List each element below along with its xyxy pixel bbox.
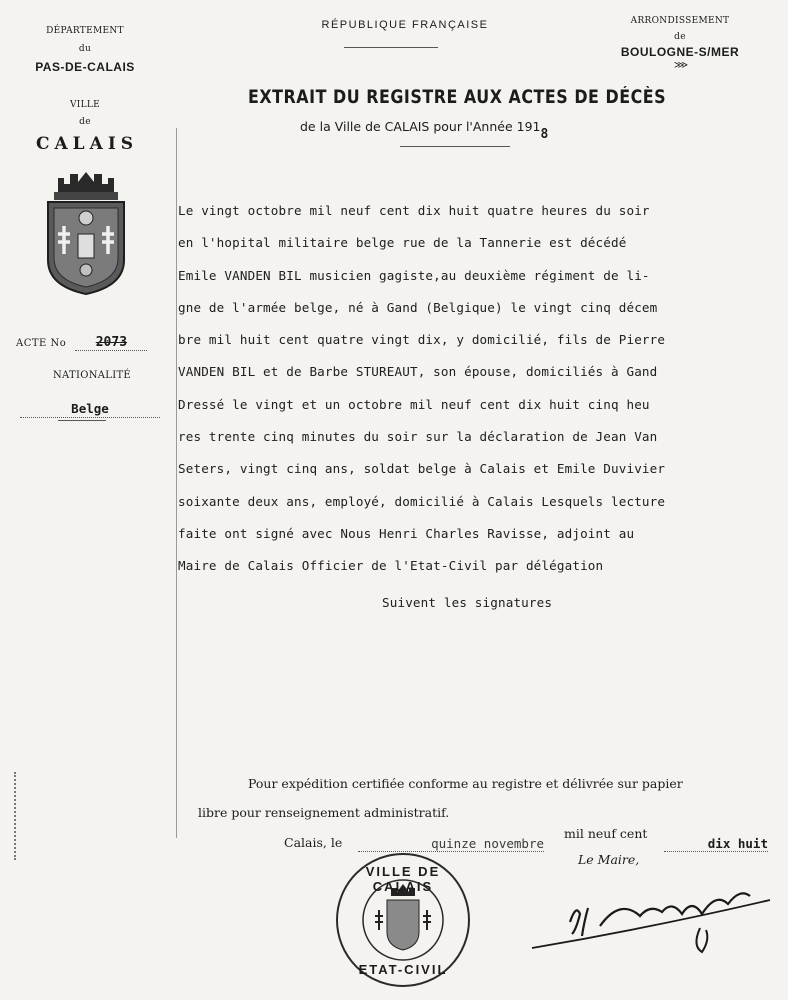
arrondissement-label: ARRONDISSEMENT	[630, 16, 730, 26]
cert-place: Calais, le	[284, 835, 343, 850]
body-line: Maire de Calais Officier de l'Etat-Civil par délégation	[178, 558, 604, 574]
cert-year: dix huit	[664, 836, 768, 852]
ornament-right-icon: ⋙	[673, 60, 689, 71]
republique-divider	[344, 47, 438, 48]
body-line: faite ont signé avec Nous Henri Charles Ravisse, adjoint au	[178, 525, 635, 541]
body-line: VANDEN BIL et de Barbe STUREAUT, son épouse, domiciliés à Gand	[178, 364, 658, 380]
body-line: en l'hopital militaire belge rue de la Tannerie est décédé	[178, 235, 627, 251]
stamp-bottom-text: ETAT-CIVIL	[358, 962, 448, 977]
body-line: bre mil huit cent quatre vingt dix, y domicilié, fils de Pierre	[178, 332, 666, 348]
departement-label: DÉPARTEMENT	[46, 26, 124, 36]
body-text	[178, 195, 665, 583]
coat-of-arms-icon	[40, 164, 132, 296]
departement-name: PAS-DE-CALAIS	[35, 60, 135, 74]
etat-civil-stamp	[333, 850, 473, 990]
cert-date: quinze novembre	[358, 836, 544, 852]
subtitle-text: de la Ville de CALAIS pour l'Année 191	[300, 119, 541, 134]
arrondissement-name: BOULOGNE-S/MER	[620, 45, 740, 59]
le-maire-label: Le Maire,	[578, 852, 640, 867]
du-label: du	[78, 44, 92, 54]
nationalite-field	[20, 398, 160, 418]
cert-mil: mil neuf cent	[564, 826, 648, 841]
body-line: gne de l'armée belge, né à Gand (Belgique) le vingt cinq décem	[178, 299, 658, 315]
nationalite-value: Belge	[71, 401, 109, 416]
body-line: Dressé le vingt et un octobre mil neuf cent dix huit cinq heu	[178, 396, 650, 412]
body-line: Le vingt octobre mil neuf cent dix huit quatre heures du soir	[178, 203, 650, 218]
margin-rule	[176, 128, 177, 838]
margin-print	[14, 772, 20, 860]
body-line: res trente cinq minutes du soir sur la déclaration de Jean Van	[178, 429, 658, 445]
handwritten-signature-icon	[530, 870, 780, 960]
signatures-line: Suivent les signatures	[382, 595, 553, 610]
nationalite-divider	[58, 420, 106, 421]
document-subtitle	[300, 119, 549, 142]
republique-heading: RÉPUBLIQUE FRANÇAISE	[321, 19, 489, 31]
acte-field	[16, 331, 164, 351]
body-line: Emile VANDEN BIL musicien gagiste,au deuxième régiment de li-	[178, 267, 650, 283]
de-label: de	[79, 117, 91, 127]
stamp-top-text: VILLE DE CALAIS	[365, 864, 441, 894]
document-title: EXTRAIT DU REGISTRE AUX ACTES DE DÉCÈS	[248, 87, 667, 108]
acte-label: ACTE No	[16, 338, 67, 349]
arrondissement-de: de	[674, 32, 686, 42]
cert-line-2: libre pour renseignement administratif.	[198, 805, 450, 820]
maire-signature	[530, 870, 780, 960]
subtitle-year-digit: 8	[540, 127, 549, 142]
title-divider	[400, 146, 510, 147]
acte-number: 2073	[75, 335, 147, 351]
body-line: soixante deux ans, employé, domicilié à Calais Lesquels lecture	[178, 493, 666, 509]
cert-line-1: Pour expédition certifiée conforme au registre et délivrée sur papier	[248, 776, 683, 791]
ville-label: VILLE	[69, 100, 101, 110]
nationalite-label: NATIONALITÉ	[52, 370, 132, 381]
ville-name: CALAIS	[35, 134, 139, 154]
body-line: Seters, vingt cinq ans, soldat belge à Calais et Emile Duvivier	[178, 461, 666, 477]
